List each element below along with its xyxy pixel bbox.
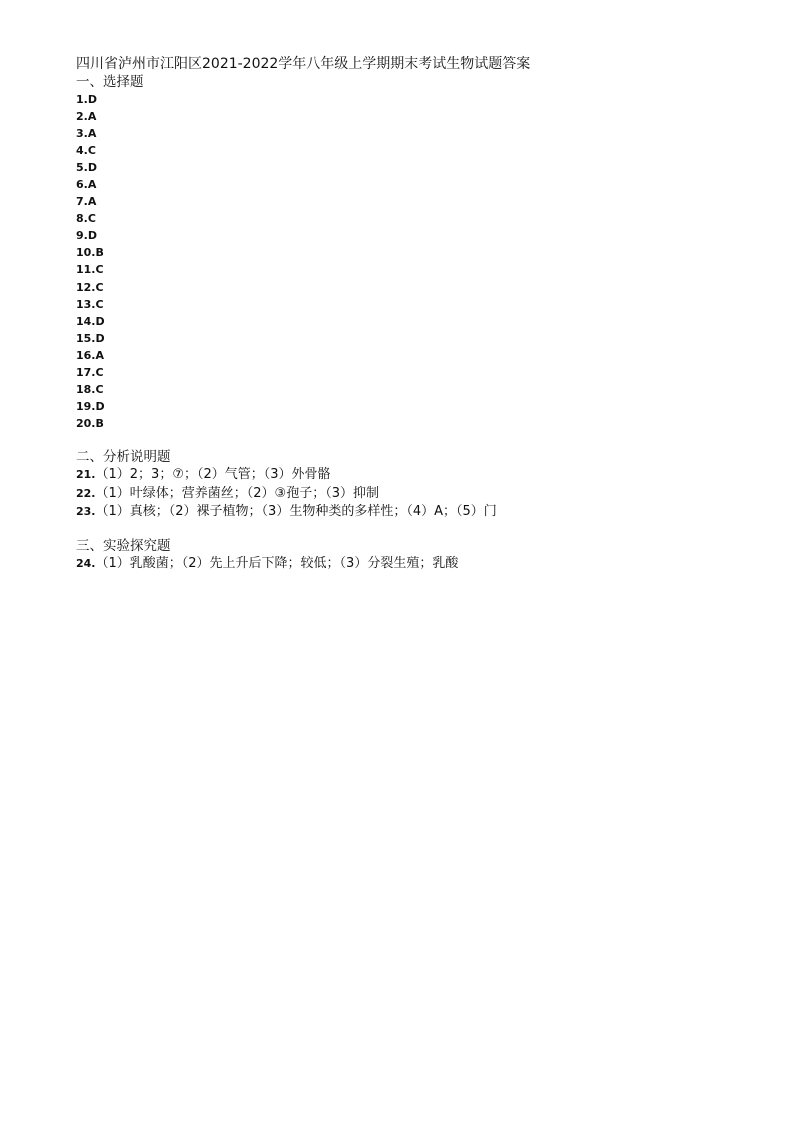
section-heading-experiment: 三、实验探究题 [76, 538, 171, 554]
choice-answer: 19.D [76, 399, 105, 413]
answer-text: （1）2；3；⑦；（2）气管；（3）外骨骼 [95, 467, 331, 482]
choice-answer: 13.C [76, 297, 104, 311]
answer-line-23 [76, 503, 497, 522]
choice-answer: 7.A [76, 195, 97, 209]
answer-text: （1）乳酸菌；（2）先上升后下降；较低；（3）分裂生殖；乳酸 [95, 556, 459, 571]
choice-answer: 5.D [76, 161, 97, 175]
choice-answer: 4.C [76, 144, 96, 158]
answer-line-22 [76, 485, 497, 504]
question-number: 24. [76, 557, 96, 570]
question-number: 21. [76, 468, 96, 481]
question-number: 22. [76, 486, 96, 500]
experiment-answer-block [76, 555, 458, 574]
choice-answer: 10.B [76, 246, 104, 260]
question-number: 23. [76, 505, 96, 518]
choice-answer: 11.C [76, 263, 104, 277]
document-title: 四川省泸州市江阳区2021-2022学年八年级上学期期末考试生物试题答案 [76, 56, 531, 72]
choice-answer-list [76, 91, 105, 432]
choice-answer: 9.D [76, 229, 97, 243]
choice-answer: 1.D [76, 93, 97, 106]
choice-answer: 15.D [76, 331, 105, 345]
answer-line-21 [76, 466, 497, 485]
choice-answer: 16.A [76, 348, 104, 362]
choice-answer: 2.A [76, 110, 97, 124]
choice-answer: 12.C [76, 280, 104, 294]
answer-line-24 [76, 555, 458, 574]
section-heading-choice: 一、选择题 [76, 74, 144, 90]
choice-answer: 17.C [76, 365, 104, 379]
choice-answer: 8.C [76, 212, 96, 226]
answer-text: （1）叶绿体；营养菌丝；（2）③孢子；（3）抑制 [95, 485, 379, 501]
choice-answer: 3.A [76, 127, 97, 141]
choice-answer: 20.B [76, 416, 104, 430]
choice-answer: 6.A [76, 178, 97, 192]
choice-answer: 14.D [76, 314, 105, 328]
answer-text: （1）真核；（2）裸子植物；（3）生物种类的多样性；（4）A；（5）门 [95, 504, 497, 519]
analysis-answer-block [76, 466, 497, 522]
choice-answer: 18.C [76, 382, 104, 396]
section-heading-analysis: 二、分析说明题 [76, 449, 171, 465]
